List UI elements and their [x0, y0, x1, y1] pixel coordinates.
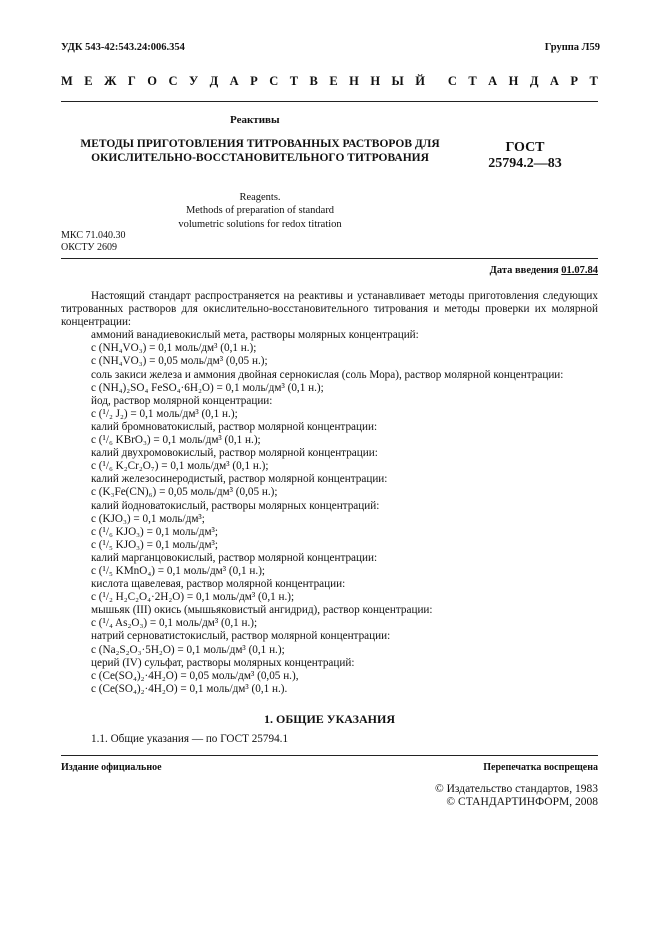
- document-body: [61, 290, 598, 696]
- banner-letter: О: [147, 74, 158, 88]
- concentration-line: c (Ce(SO₄)₂·4H₂O) = 0,05 моль/дм³ (0,05 н.),: [91, 669, 299, 682]
- english-title-line: Methods of preparation of standard: [185, 205, 335, 217]
- section-heading: 1. ОБЩИЕ УКАЗАНИЯ: [264, 712, 395, 726]
- concentration-line: c (¹/₂ J₂) = 0,1 моль/дм³ (0,1 н.);: [91, 407, 238, 420]
- okstu-code: ОКСТУ 2609: [61, 241, 118, 253]
- banner-letter: Ж: [104, 74, 117, 88]
- reagent-name: аммоний ванадиевокислый мета, растворы молярных концентраций:: [91, 329, 419, 342]
- concentration-line: c (¹/₂ H₂C₂O₄·2H₂O) = 0,1 моль/дм³ (0,1 н.);: [91, 591, 295, 604]
- reagent-name: натрий серноватистокислый, раствор молярной концентрации:: [91, 630, 391, 643]
- header-rule: [61, 101, 598, 102]
- concentration-line: c (K₃Fe(CN)₆) = 0,05 моль/дм³ (0,05 н.);: [91, 486, 278, 499]
- reagent-name: калий марганцовокислый, раствор молярной концентрации:: [91, 551, 378, 564]
- effective-date: [490, 265, 598, 276]
- classification-codes: [61, 230, 125, 253]
- concentration-line: c (Ce(SO₄)₂·4H₂O) = 0,1 моль/дм³ (0,1 н.).: [91, 682, 288, 695]
- document-title: МЕТОДЫ ПРИГОТОВЛЕНИЯ ТИТРОВАННЫХ РАСТВОРОВ ДЛЯ ОКИСЛИТЕЛЬНО-ВОССТАНОВИТЕЛЬНОГО ТИТРОВАНИЯ: [80, 138, 440, 164]
- reagent-name: калий йодноватокислый, растворы молярных концентраций:: [91, 499, 380, 512]
- copyright-block: [435, 783, 598, 809]
- banner-letter: А: [229, 74, 239, 88]
- banner-letter: С: [168, 74, 178, 88]
- concentration-line: c (Na₂S₂O₃·5H₂O) = 0,1 моль/дм³ (0,1 н.);: [91, 643, 285, 656]
- banner-letter: Н: [370, 74, 381, 88]
- concentration-line: c (¹/₄ As₂O₃) = 0,1 моль/дм³ (0,1 н.);: [91, 617, 258, 630]
- banner-letter: Т: [468, 74, 477, 88]
- date-value: 01.07.84: [561, 265, 598, 276]
- reagent-name: калий двухромовокислый, раствор молярной концентрации:: [91, 447, 378, 460]
- reagent-name: кислота щавелевая, раствор молярной концентрации:: [91, 578, 346, 591]
- reagent-name: йод, раствор молярной концентрации:: [91, 394, 273, 407]
- banner-letter: Н: [349, 74, 359, 88]
- english-title: [170, 191, 350, 231]
- footer-rule: [61, 755, 598, 756]
- banner-letter: Р: [570, 74, 579, 88]
- banner-letter: Т: [289, 74, 299, 88]
- concentration-line: c (KJO₃) = 0,1 моль/дм³;: [91, 512, 205, 525]
- reagent-name: калий бромноватокислый, раствор молярной концентрации:: [91, 420, 378, 433]
- reagent-name: калий железосинеродистый, раствор молярной концентрации:: [91, 473, 388, 486]
- concentration-line: c (NH₄VO₃) = 0,05 моль/дм³ (0,05 н.);: [91, 355, 268, 368]
- banner-letter: Д: [529, 74, 539, 88]
- banner-letter: У: [188, 74, 199, 88]
- banner-letter: Д: [209, 74, 219, 88]
- banner-letter: А: [549, 74, 559, 88]
- concentration-line: c (¹/₆ KJO₃) = 0,1 моль/дм³;: [91, 525, 219, 538]
- banner-letter: С: [269, 74, 279, 88]
- edition-note: Издание официальное: [61, 762, 162, 773]
- concentration-line: c (¹/₅ KJO₃) = 0,1 моль/дм³;: [91, 538, 219, 551]
- concentration-line: c (NH₄)₂SO₄ FeSO₄·6H₂O) = 0,1 моль/дм³ (0,1 н.);: [91, 381, 324, 394]
- banner-letter: Ы: [391, 74, 404, 88]
- reagent-name: мышьяк (III) окись (мышьяковистый ангидрид), раствор концентрации:: [91, 604, 433, 617]
- standard-type-banner: [61, 74, 598, 89]
- english-title-line: volumetric solutions for redox titration: [178, 218, 342, 230]
- date-label: Дата введения: [489, 265, 559, 276]
- banner-letter: Р: [250, 74, 258, 88]
- title-rule: [61, 258, 598, 259]
- concentration-line: c (NH₄VO₃) = 0,1 моль/дм³ (0,1 н.);: [91, 342, 257, 355]
- banner-letter: Е: [329, 74, 338, 88]
- gost-label: ГОСТ: [505, 140, 545, 155]
- category-title: Реактивы: [230, 114, 280, 126]
- group-code: Группа Л59: [544, 42, 600, 53]
- banner-letter: Т: [589, 74, 598, 88]
- banner-letter: С: [447, 74, 457, 88]
- english-title-line: Reagents.: [239, 192, 281, 203]
- copyright-line: © СТАНДАРТИНФОРМ, 2008: [446, 796, 598, 808]
- reagent-name: церий (IV) сульфат, растворы молярных концентраций:: [91, 656, 355, 669]
- mks-code: МКС 71.040.30: [61, 230, 126, 241]
- banner-letter: Г: [127, 74, 136, 88]
- concentration-line: c (¹/₆ KBrO₃) = 0,1 моль/дм³ (0,1 н.);: [91, 434, 261, 447]
- reagent-name: соль закиси железа и аммония двойная сернокислая (соль Мора), раствор молярной концентрации:: [91, 368, 564, 381]
- udk-code: УДК 543-42:543.24:006.354: [61, 42, 185, 53]
- reprint-note: Перепечатка воспрещена: [483, 762, 598, 773]
- banner-letter: Н: [508, 74, 519, 88]
- banner-letter: Е: [84, 74, 93, 88]
- banner-letter: В: [309, 74, 318, 88]
- intro-paragraph: Настоящий стандарт распространяется на реактивы и устанавливает методы приготовления следующих титрованных растворов для окислительно-восстановительного титрования и методы проверки их молярной концентрации:: [61, 290, 598, 329]
- concentration-line: c (¹/₅ KMnO₄) = 0,1 моль/дм³ (0,1 н.);: [91, 564, 266, 577]
- section-item: 1.1. Общие указания — по ГОСТ 25794.1: [91, 733, 289, 745]
- concentration-line: c (¹/₆ K₂Cr₂O₇) = 0,1 моль/дм³ (0,1 н.);: [91, 460, 269, 473]
- banner-letter: М: [61, 74, 73, 88]
- copyright-line: © Издательство стандартов, 1983: [434, 783, 598, 795]
- gost-designation: [480, 140, 570, 172]
- banner-letter: Й: [415, 74, 425, 88]
- gost-number: 25794.2—83: [488, 156, 562, 171]
- banner-letter: А: [488, 74, 498, 88]
